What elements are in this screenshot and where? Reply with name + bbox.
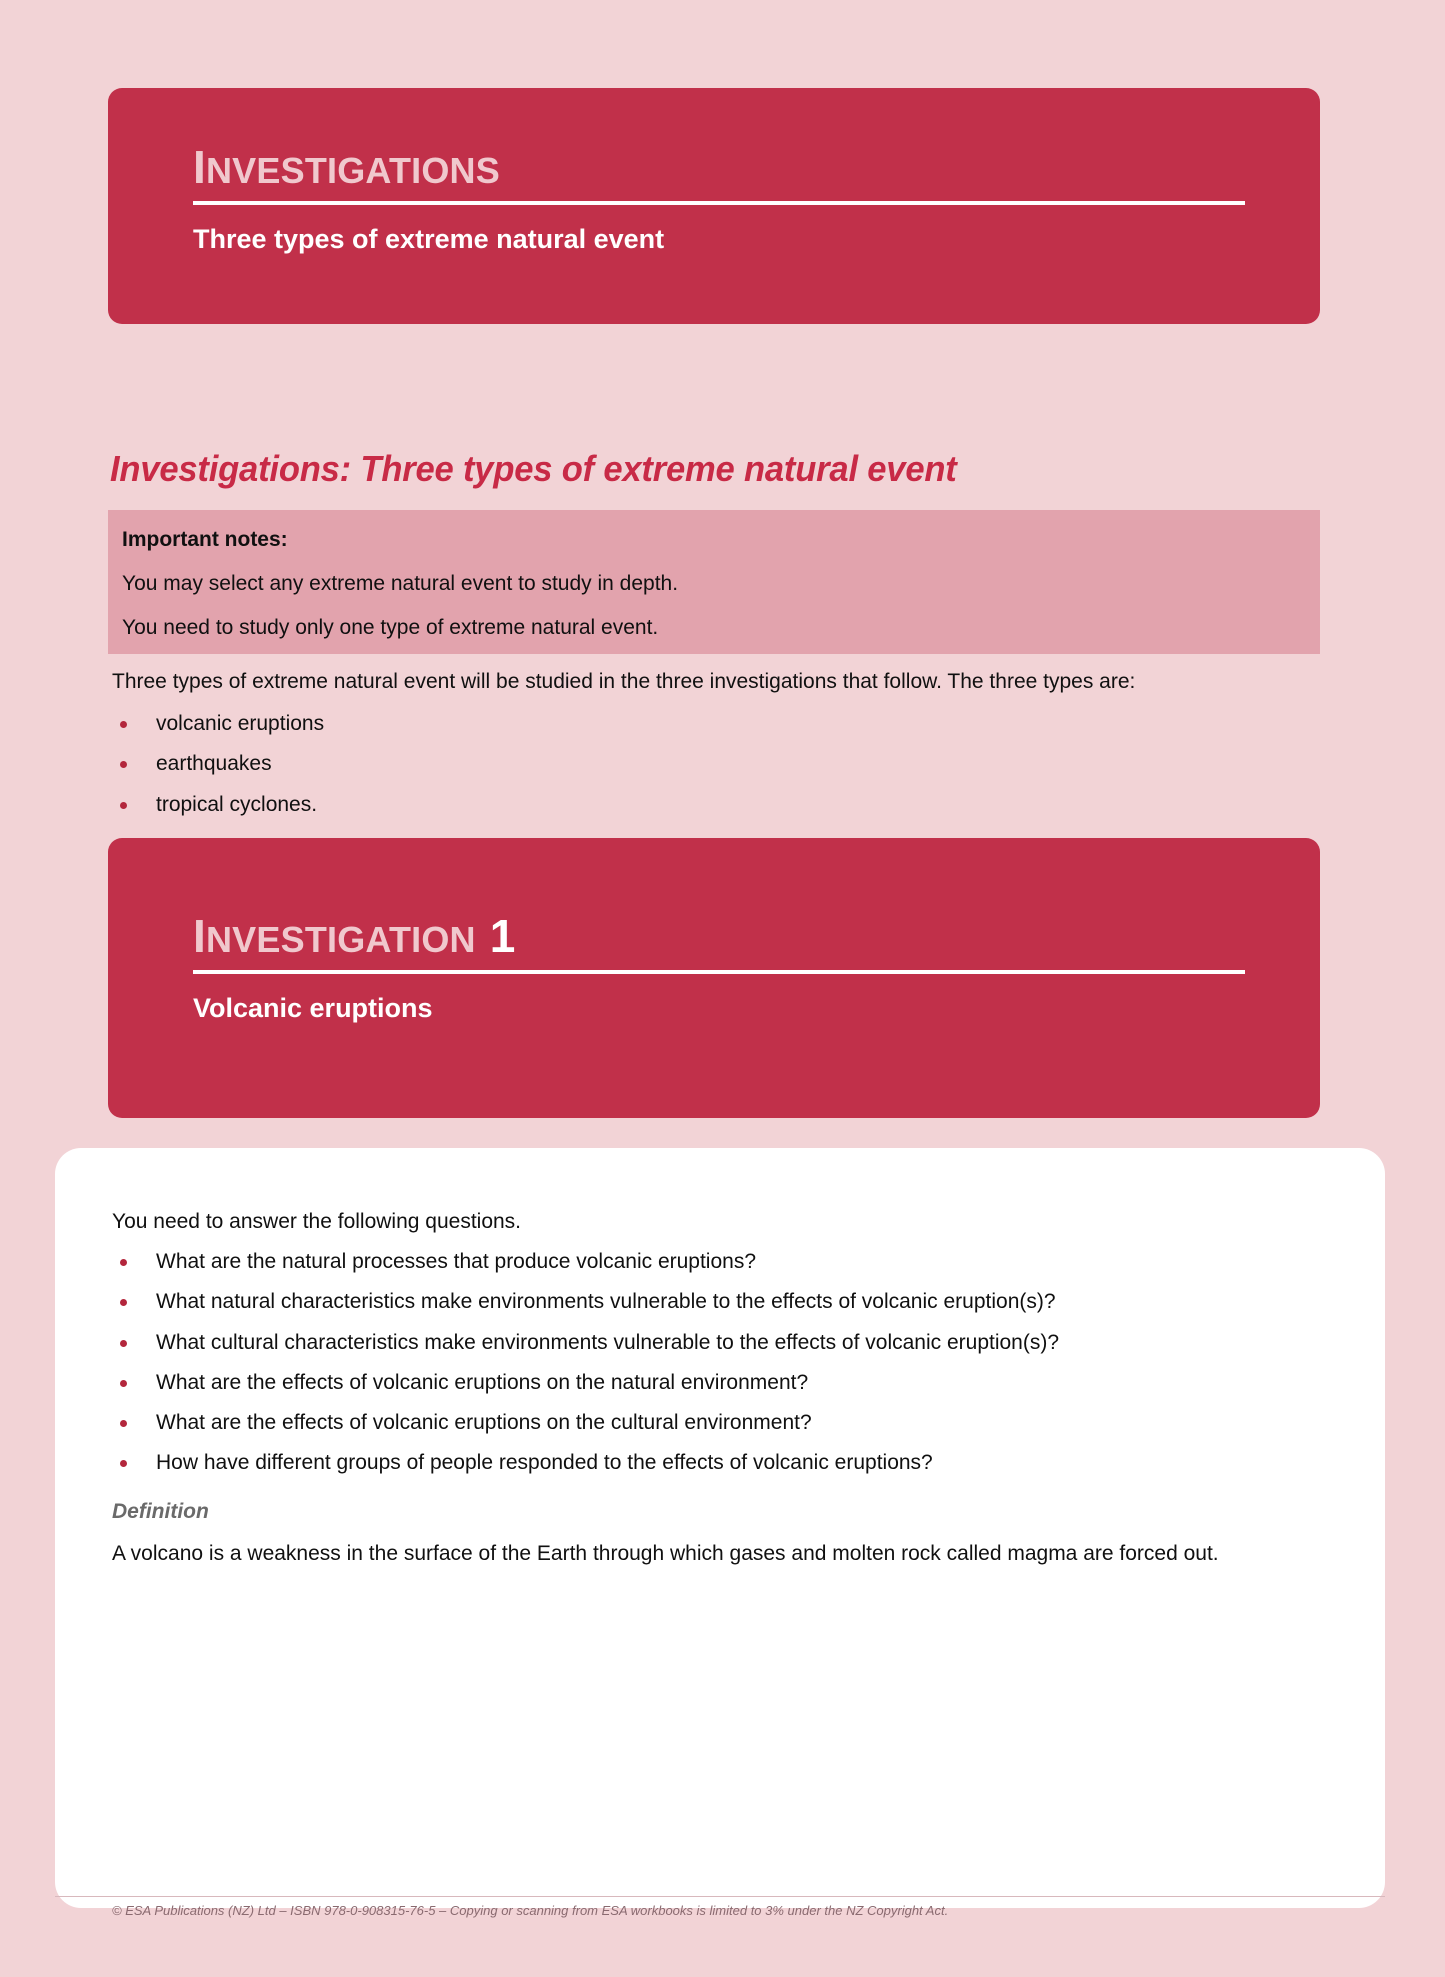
investigation-content-card (55, 1148, 1385, 1908)
question-label: What natural characteristics make environments vulnerable to the effects of volcanic eruption(s)? (156, 1290, 1056, 1314)
investigation-questions-list (112, 1248, 1312, 1490)
banner-title-initial: I (193, 141, 206, 193)
investigations-banner-title (193, 141, 1245, 193)
banner-title-initial: I (193, 910, 206, 962)
question-label: How have different groups of people responded to the effects of volcanic eruptions? (156, 1451, 933, 1475)
section-heading: Investigations: Three types of extreme natural event (110, 448, 957, 489)
question-label: What are the effects of volcanic eruptions on the natural environment? (156, 1370, 809, 1394)
list-item (112, 791, 1012, 818)
list-item-label: earthquakes (156, 752, 272, 776)
definition-heading: Definition (112, 1500, 209, 1523)
footer-divider (55, 1896, 1385, 1897)
investigation-1-banner-subtitle: Volcanic eruptions (193, 993, 433, 1023)
list-item-label: tropical cyclones. (156, 792, 318, 816)
list-item-label: volcanic eruptions (156, 712, 325, 735)
question-label: What cultural characteristics make environments vulnerable to the effects of volcanic eruption(s)? (156, 1330, 1060, 1354)
list-item (112, 1449, 1312, 1476)
list-item (112, 750, 1012, 777)
important-notes-title: Important notes: (122, 528, 288, 551)
question-label: What are the natural processes that produce volcanic eruptions? (156, 1250, 757, 1273)
important-notes-line: You may select any extreme natural event to study in depth. (122, 572, 679, 595)
banner-title-rest: NVESTIGATION (205, 919, 476, 960)
list-item (112, 1369, 1312, 1396)
definition-text: A volcano is a weakness in the surface of the Earth through which gases and molten rock called magma are forced out. (112, 1542, 1219, 1565)
investigations-banner-subtitle: Three types of extreme natural event (193, 224, 665, 254)
extreme-event-types-list (112, 710, 1012, 831)
banner-divider-rule (193, 970, 1245, 974)
question-label: What are the effects of volcanic eruptions on the cultural environment? (156, 1411, 812, 1435)
investigation-1-banner-title (193, 910, 1245, 962)
investigation-1-banner (108, 838, 1320, 1118)
list-item (112, 1329, 1312, 1356)
banner-title-rest: NVESTIGATIONS (205, 150, 500, 191)
investigations-banner (108, 88, 1320, 324)
banner-title-number: 1 (489, 910, 516, 962)
intro-paragraph: Three types of extreme natural event will be studied in the three investigations that follow. The three types are: (112, 670, 1136, 693)
list-item (112, 1248, 1312, 1275)
questions-intro: You need to answer the following questions. (112, 1210, 522, 1233)
important-notes-line: You need to study only one type of extreme natural event. (122, 616, 659, 639)
list-item (112, 710, 1012, 737)
list-item (112, 1409, 1312, 1436)
footer-copyright: © ESA Publications (NZ) Ltd – ISBN 978-0-908315-76-5 – Copying or scanning from ESA workbooks is limited to 3% under the NZ Copyright Act. (112, 1903, 949, 1918)
banner-divider-rule (193, 201, 1245, 205)
list-item (112, 1288, 1312, 1315)
important-notes-box (108, 510, 1320, 654)
